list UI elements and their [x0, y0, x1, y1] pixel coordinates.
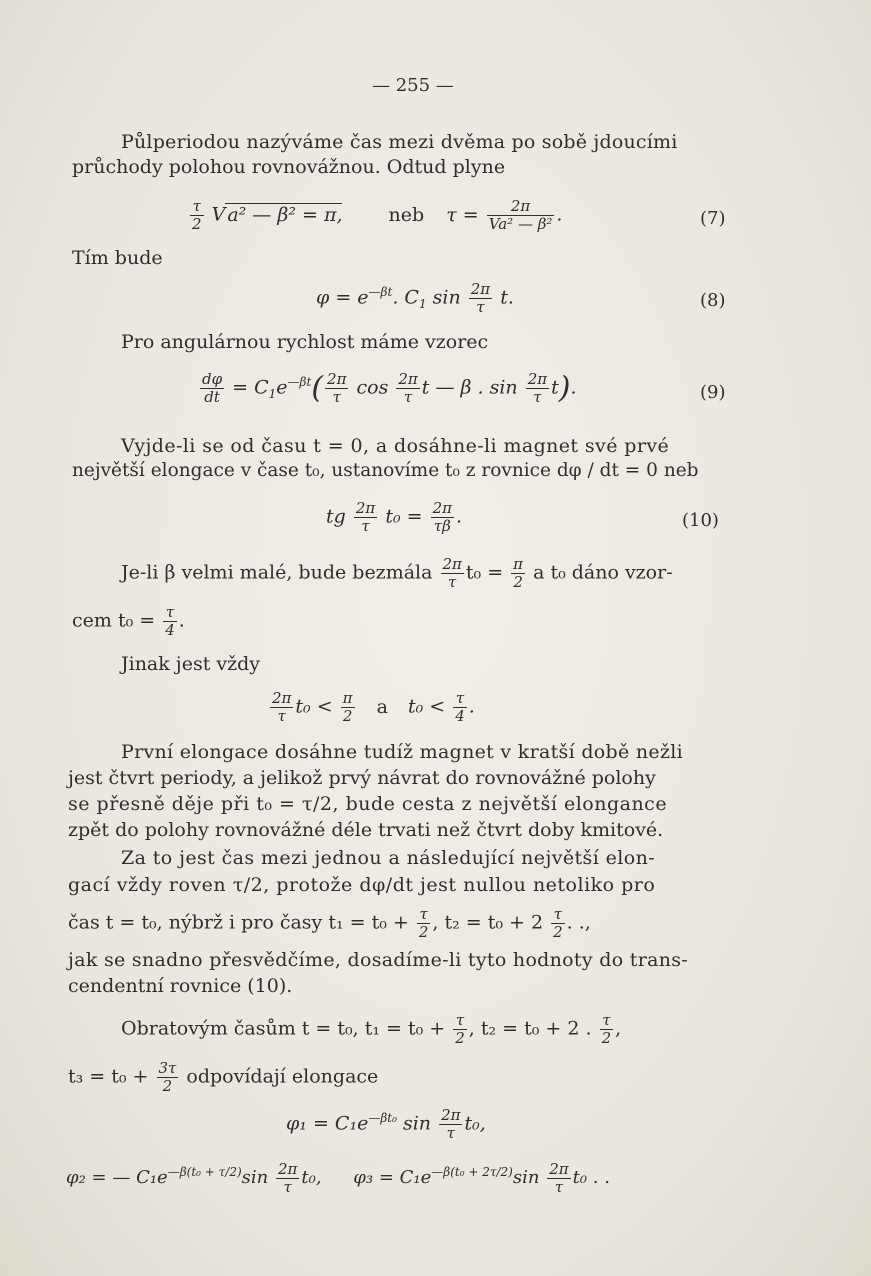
fraction: $\frac{\tau}{2}$: [192, 197, 202, 233]
equation-number: (8): [700, 290, 726, 311]
fraction: $\frac{\pi}{2}$: [342, 689, 353, 725]
fraction: $\frac{2\pi}{\tau}$: [355, 499, 376, 535]
fraction: $\frac{d\varphi}{dt}$: [202, 369, 223, 406]
equation-number: (7): [700, 208, 726, 229]
paragraph-line: Pro angulárnou rychlost máme vzorec: [121, 331, 489, 353]
paragraph-line: Obratovým časům t = t₀, t₁ = t₀ + $\frac{\tau}{2}$ , t₂ = t₀ + 2 . $\frac{\tau}{2}$ ,: [121, 1011, 622, 1047]
paragraph-line: Jinak jest vždy: [121, 653, 261, 675]
equation-phi2-phi3: φ₂ = — $C_1e^{—\beta(t_0 + \tau/2)}\sin$ $\frac{2\pi}{\tau}$ t₀, $\varphi_3 = C_1e^{—\beta(t_0 + 2\tau/2)}\sin$ $\frac{2\pi}{\tau}$ t₀ . .: [66, 1159, 610, 1196]
fraction: $\frac{2\pi}{\tau}$: [272, 689, 292, 725]
paragraph-line: jak se snadno přesvědčíme, dosadíme-li tyto hodnoty do trans-: [68, 949, 689, 971]
fraction: $\frac{2\pi}{\tau}$: [441, 1105, 461, 1142]
equation-9: $\frac{d\varphi}{dt}$ = $C_1e^{—\beta t}$( $\frac{2\pi}{\tau}$ cos $\frac{2\pi}{\tau}$ t — β . sin $\frac{2\pi}{\tau}$ t).: [202, 369, 577, 406]
fraction: $\frac{3\tau}{2}$: [158, 1059, 177, 1095]
paragraph-line: největší elongace v čase t₀, ustanovíme t₀ z rovnice dφ / dt = 0 neb: [72, 460, 699, 481]
fraction: $\frac{2\pi}{\tau}$: [527, 369, 548, 406]
paragraph-line: Tím bude: [72, 247, 163, 269]
paragraph-line: cendentní rovnice (10).: [68, 975, 293, 997]
paragraph-line: Za to jest čas mezi jednou a následující největší elon-: [121, 847, 656, 869]
fraction: $\frac{\tau}{2}$: [455, 1011, 465, 1047]
fraction: $\frac{\tau}{2}$: [601, 1011, 612, 1047]
equation-phi1: $\varphi_1 = C_1e^{—\beta t_0}$ sin $\frac{2\pi}{\tau}$ t₀,: [286, 1105, 486, 1142]
fraction: $\frac{2\pi}{\tau}$: [327, 369, 347, 406]
equation-8: $\varphi = e^{—\beta t}$. $C_1$ sin $\frac{2\pi}{\tau}$ t.: [316, 279, 514, 316]
paragraph-line: Vyjde-li se od času t = 0, a dosáhne-li magnet své prvé: [121, 435, 670, 457]
equation-number: (9): [700, 382, 726, 403]
paragraph-line: cem t₀ = $\frac{\tau}{4}$ .: [72, 603, 185, 639]
paragraph-line: jest čtvrt periody, a jelikož prvý návrat do rovnovážné polohy: [68, 767, 656, 789]
paragraph-line: průchody polohou rovnovážnou. Odtud plyne: [72, 156, 506, 178]
paragraph-line: t₃ = t₀ + $\frac{3\tau}{2}$ odpovídají elongace: [68, 1059, 379, 1095]
paragraph-line: Je-li β velmi malé, bude bezmála $\frac{2\pi}{\tau}$ t₀ = $\frac{\pi}{2}$ a t₀ dáno vzor-: [121, 555, 673, 591]
fraction: $\frac{2\pi}{\tau}$: [277, 1159, 298, 1196]
paragraph-line: První elongace dosáhne tudíž magnet v kratší době nežli: [121, 741, 684, 763]
fraction: $\frac{2\pi}{\tau\beta}$: [432, 499, 452, 535]
paragraph-line: zpět do polohy rovnovážné déle trvati než čtvrt doby kmitové.: [68, 819, 664, 841]
fraction: $\frac{\pi}{2}$: [513, 555, 524, 591]
inequality: $\frac{2\pi}{\tau}$ t₀ < $\frac{\pi}{2}$ a t₀ < $\frac{\tau}{4}$ .: [272, 689, 475, 725]
page-number: — 255 —: [372, 75, 454, 96]
paragraph-line: Půlperiodou nazýváme čas mezi dvěma po sobě jdoucími: [121, 131, 678, 153]
fraction: $\frac{\tau}{4}$: [165, 603, 175, 639]
equation-number: (10): [682, 510, 719, 531]
fraction: $\frac{\tau}{2}$: [418, 905, 429, 941]
fraction: $\frac{\tau}{2}$: [553, 905, 563, 941]
equation-7: $\frac{\tau}{2}$ V a² — β² = π, neb τ = $\frac{2\pi}{\text{Va² — β²}}$ .: [192, 197, 563, 233]
fraction: $\frac{2\pi}{\tau}$: [549, 1159, 569, 1196]
fraction: $\frac{\tau}{4}$: [455, 689, 465, 725]
fraction: $\frac{2\pi}{\text{Va² — β²}}$: [488, 197, 553, 233]
paragraph-line: čas t = t₀, nýbrž i pro časy t₁ = t₀ + $\frac{\tau}{2}$ , t₂ = t₀ + 2 $\frac{\tau}{2}$ . .,: [68, 905, 591, 941]
equation-10: tg $\frac{2\pi}{\tau}$ t₀ = $\frac{2\pi}{\tau\beta}$ .: [326, 499, 463, 535]
fraction: $\frac{2\pi}{\tau}$: [398, 369, 418, 406]
fraction: $\frac{2\pi}{\tau}$: [442, 555, 462, 591]
fraction: $\frac{2\pi}{\tau}$: [470, 279, 491, 316]
paragraph-line: gací vždy roven τ/2, protože dφ/dt jest nullou netoliko pro: [68, 874, 656, 896]
paragraph-line: se přesně děje při t₀ = τ/2, bude cesta z největší elongance: [68, 793, 668, 815]
